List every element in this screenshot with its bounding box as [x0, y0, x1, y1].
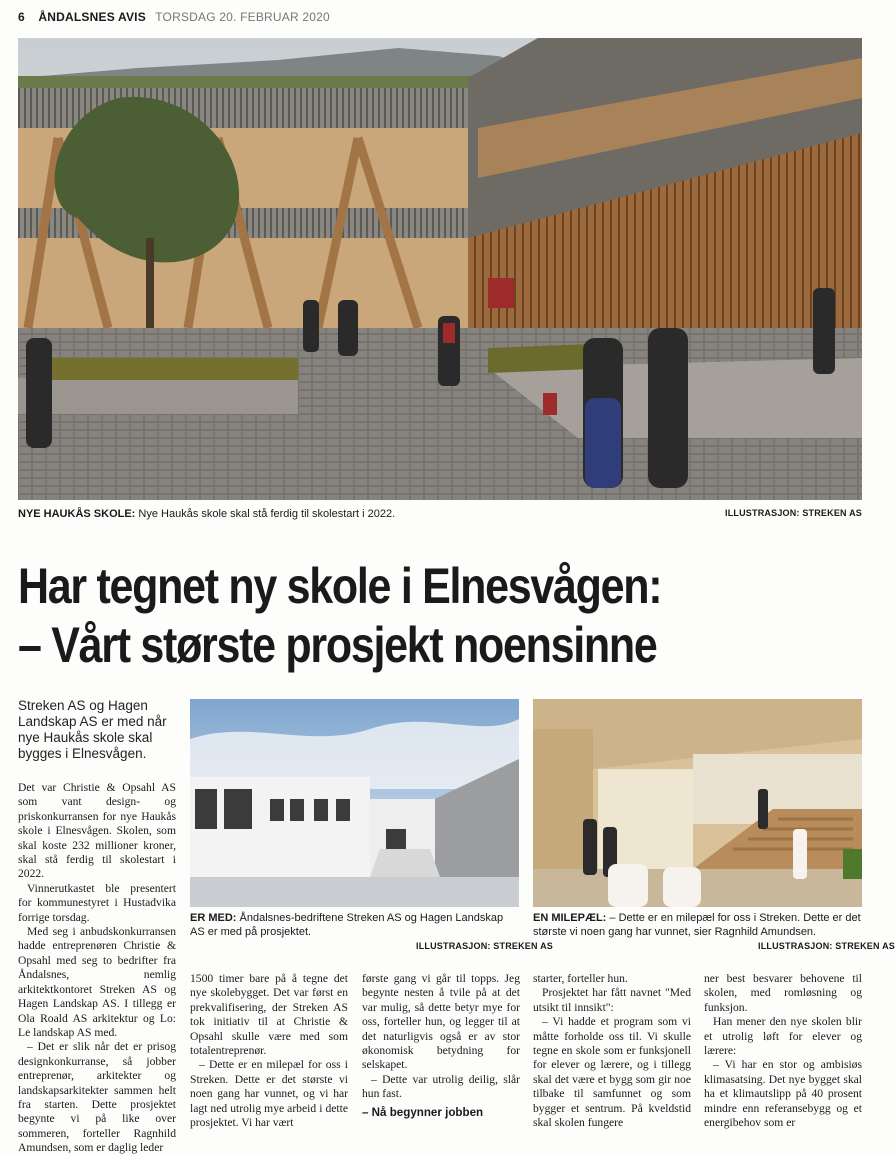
- ingress: Streken AS og Hagen Landskap AS er med når nye Haukås skole skal bygges i Elnesvågen.: [18, 698, 167, 761]
- paragraph: Med seg i anbudskonkurransen hadde entreprenøren Christie & Opsahl med seg to bedrifter fra Åndalsnes, nemlig arkitektkontoret Streken AS og Hagen Landskap AS. I tillegg er Ola Roald AS arkitektur og Lo: Le landskap AS med.: [18, 925, 176, 1039]
- body-column-5: [704, 972, 862, 1130]
- headline-line-1: Har tegnet ny skole i Elnesvågen:: [18, 558, 662, 614]
- caption-label: EN MILEPÆL:: [533, 912, 607, 924]
- body-column-2: [190, 972, 348, 1130]
- paragraph: – Vi hadde et program som vi måtte forholde oss til. Vi skulle tegne en skole som er funksjonell for elever og lærere, og i tillegg skal det være et bygg som gir noe tilbake til samfunnet og som bygger et sentrum. På kveldstid skal skolen fungere: [533, 1015, 691, 1130]
- subheading: – Nå begynner jobben: [362, 1105, 484, 1119]
- paragraph: 1500 timer bare på å tegne det nye skolebygget. Det var først en prekvalifisering, der Streken AS tok initiativ til at Christie & Opsahl skulle være med som totalentreprenør.: [190, 972, 348, 1058]
- caption-label: ER MED:: [190, 912, 237, 924]
- paragraph: Prosjektet har fått navnet "Med utsikt til innsikt":: [533, 986, 691, 1014]
- caption-text: – Dette er en milepæl for oss i Streken. Dette er det største vi noen gang har vunnet, sier Ragnhild Amundsen.: [533, 912, 861, 938]
- paper-name: ÅNDALSNES AVIS: [38, 10, 146, 24]
- photo-school-interior: [533, 699, 862, 907]
- photo3-caption: [533, 911, 863, 939]
- body-column-3: [362, 972, 520, 1118]
- photo-credit: ILLUSTRASJON: STREKEN AS: [416, 941, 553, 951]
- issue-date: TORSDAG 20. FEBRUAR 2020: [155, 10, 330, 24]
- photo-building-exterior: [190, 699, 519, 907]
- photo2-caption: [190, 911, 520, 939]
- paragraph: – Vi har en stor og ambisiøs klimasatsing. Det nye bygget skal ha et klimautslipp på 40 prosent mindre enn referansebygg og et energibehov som er: [704, 1058, 862, 1130]
- body-column-4: [533, 972, 691, 1130]
- masthead: [18, 10, 330, 24]
- paragraph: ner best besvarer behovene til skolen, med romløsning og funksjon.: [704, 972, 862, 1014]
- paragraph: Han mener den nye skolen blir et utrolig løft for elever og lærere:: [704, 1015, 862, 1058]
- paragraph: Vinnerutkastet ble presentert for kommunestyret i Hustadvika forrige torsdag.: [18, 881, 176, 924]
- main-photo: [18, 38, 862, 500]
- paragraph: Det var Christie & Opsahl AS som vant design- og priskonkurransen for nye Haukås skole i Elnesvågen. Skolen, som skal koste 232 millioner kroner, skal stå ferdig til skolestart i 2022.: [18, 781, 176, 881]
- caption-text: Nye Haukås skole skal stå ferdig til skolestart i 2022.: [138, 508, 396, 520]
- paragraph: – Det er slik når det er prisog designkonkurranse, så jobber entreprenør, arkitekter og landskapsarkitekter sammen helt fra starten. Dette prosjektet begynte vi på like over sommeren, forteller Ragnhild Amundsen, som er daglig leder: [18, 1040, 176, 1155]
- headline-line-2: – Vårt største prosjekt noensinne: [18, 617, 657, 673]
- page-number: 6: [18, 10, 25, 24]
- paragraph: – Dette er en milepæl for oss i Streken. Dette er det største vi noen gang har vunnet, og vi har lagt ned utrolig mye arbeid i dette prosjektet. Vi har vært: [190, 1058, 348, 1130]
- body-column-1: [18, 781, 176, 1155]
- photo-credit: ILLUSTRASJON: STREKEN AS: [725, 508, 862, 518]
- paragraph: første gang vi går til topps. Jeg begynte nesten å tvile på at det var mulig, så dette betyr mye for oss, forteller hun, og legger til at det naturligvis også er av stor økonomisk betydning for selskapet.: [362, 972, 520, 1072]
- caption-text: Åndalsnes-bedriftene Streken AS og Hagen Landskap AS er med på prosjektet.: [190, 912, 504, 938]
- photo-credit: ILLUSTRASJON: STREKEN AS: [758, 941, 895, 951]
- main-photo-caption: [18, 507, 718, 521]
- caption-label: NYE HAUKÅS SKOLE:: [18, 508, 136, 520]
- paragraph: – Dette var utrolig deilig, slår hun fast.: [362, 1072, 520, 1101]
- paragraph: starter, forteller hun.: [533, 972, 628, 985]
